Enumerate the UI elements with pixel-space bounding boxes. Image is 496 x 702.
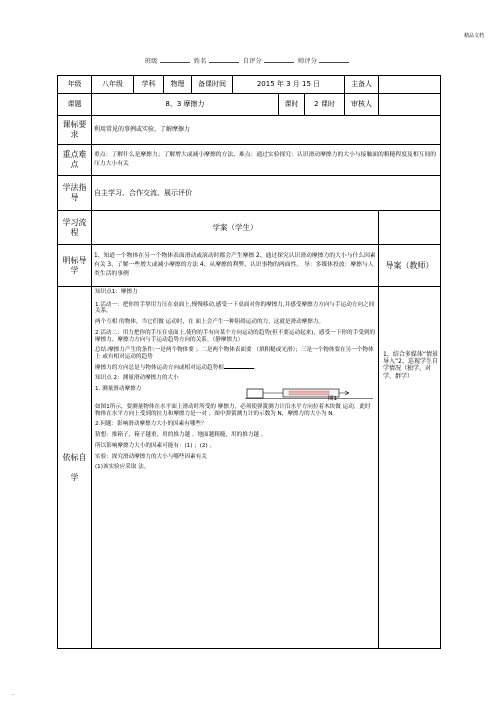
topic-value: 8、3 摩擦力 xyxy=(92,94,279,116)
topic-label: 课题 xyxy=(58,94,92,116)
k2-sub: 1. 测量滑动摩擦力 xyxy=(95,386,142,393)
teacher-eval-blank[interactable] xyxy=(319,62,349,63)
date-value: 2015 年 3 月 15 日 xyxy=(233,76,345,94)
name-label: 姓名 xyxy=(193,58,207,65)
k2-title: 知识点 2：测量滑动摩擦力的大小 xyxy=(95,375,179,382)
date-label: 备课时间 xyxy=(192,76,233,94)
plan-title: 学案（学生） xyxy=(92,211,379,245)
author-value xyxy=(379,76,441,94)
method-question: (1)该实验应采取 法。 xyxy=(95,464,150,471)
act1-fill-text: 两个互相 的物体，当它们做 运动时，在 面上会产生一种阻碍运动的力，这就是滑动摩擦力。 xyxy=(95,319,325,326)
scale-indicator xyxy=(289,391,329,395)
q2-text: 2.问题：影响滑动摩擦力大小的因素有哪些？ xyxy=(95,421,207,428)
flow-blank xyxy=(379,211,441,245)
guess-text: 猜想：推箱子，箱子越重，用的推力越 。地面越粗糙，用的推力越 。 xyxy=(95,432,267,439)
study-content xyxy=(92,287,379,649)
class-blank[interactable] xyxy=(160,62,190,63)
method-label: 学法指导 xyxy=(58,176,92,211)
name-blank[interactable] xyxy=(209,62,239,63)
corner-label: 精品文档 xyxy=(463,33,484,39)
flow-label: 学习流程 xyxy=(58,211,92,245)
reviewer-label: 审核人 xyxy=(345,94,379,116)
keys-text: 重点：了解什么是摩擦力；了解增大或减小摩擦的方法、难点：通过实验探究：认识滑动摩擦力的大小与接触面的粗糙程度及相互间的压力大小有关 xyxy=(92,145,441,176)
goals-text: 利用常见的事例或实验，了解摩擦力 xyxy=(92,116,441,145)
self-eval-blank[interactable] xyxy=(264,62,294,63)
act2-text: 2.活动二：用力把你的手压在桌面上,使你的手有向某个方向运动的趋势(但不要运动起来)，感受一下你的手受到的摩擦力、摩擦力方向与手运动趋势方向的关系。（静摩擦力） xyxy=(95,329,375,343)
keys-label: 重点难点 xyxy=(58,145,92,176)
k1-title: 知识点1：摩擦力 xyxy=(95,289,138,295)
footer-mark: . xyxy=(12,690,14,697)
subject-value: 物理 xyxy=(164,76,192,94)
lesson-plan-table xyxy=(57,75,441,649)
method-text: 自主学习、合作交流、展示评价 xyxy=(92,176,441,211)
student-info-line xyxy=(0,56,496,65)
teacher-side-notes: 1、结合多媒体“情景导入”2、巡视学生自学情况（独学、对学、群学） xyxy=(379,287,441,649)
act1-text: 1.活动一：把你的手掌用力压在桌面上,慢慢移动,感受一下桌面对你的摩擦力,并感受摩擦力方向与手运动方向之间关系。 xyxy=(95,301,375,315)
self-eval-label: 自评分 xyxy=(242,58,262,65)
goals-label: 课标要求 xyxy=(58,116,92,145)
class-label: 班级 xyxy=(144,58,158,65)
study-label: 依标自学 xyxy=(58,287,92,649)
factors-text: 所以影响摩擦力大小的因素可能有：(1) ；(2) 。 xyxy=(95,442,216,449)
direction-sentence: 摩擦力的方向总是与物体运动方向或相对运动趋势相 xyxy=(95,364,224,371)
direction-text: 摩擦力的方向总是与物体运动方向或相对运动趋势相 。 xyxy=(95,364,260,371)
guide-label: 明标导学 xyxy=(58,245,92,287)
direction-blank[interactable] xyxy=(224,368,254,369)
hours-value: 2 课时 xyxy=(305,94,345,116)
measure-text: 如图1所示，要测量物体在水平面上滑动时所受的 摩擦力，必须使弹簧测力计沿水平方向拉着木块做 运动，此时物体在水平方向上受到的拉力和摩擦力是一对 ；图中弹簧测力计的示数为 N，摩擦力的大小为 N。 xyxy=(95,404,371,417)
fig-label: 图1 xyxy=(327,396,338,403)
teacher-label: 导案（教师） xyxy=(379,245,441,287)
experiment-text: 实验：探究滑动摩擦力的大小与哪些因素有关 xyxy=(95,453,207,460)
teacher-eval-label: 师评分 xyxy=(298,58,318,65)
subject-label: 学科 xyxy=(134,76,164,94)
reviewer-value xyxy=(379,94,441,116)
grade-value: 八年级 xyxy=(92,76,134,94)
wood-block xyxy=(247,389,263,398)
author-label: 主备人 xyxy=(345,76,379,94)
pull-arrow-icon xyxy=(339,391,349,395)
hours-label: 课时 xyxy=(279,94,305,116)
grade-label: 年级 xyxy=(58,76,92,94)
fig-label-row xyxy=(95,398,375,404)
summary-text: 总结:摩擦力产生的条件:一是两个物体要 ；二是两个物体表面要 （填粗糙或光滑）；三是一个物体要在另一个物体上 或有相对运动的趋势 xyxy=(95,347,374,360)
guide-text: 1、知道一个物体在另一个物体表面滑动或滚动时都会产生摩擦 2、通过探究认识滑动摩擦力的大小与什么因素有关 3、了解一些增大或减小摩擦的方法 4、从摩擦的利弊、认识事物的两面性。 导：多媒体投放：摩擦与人类生活的事例 xyxy=(92,245,379,287)
